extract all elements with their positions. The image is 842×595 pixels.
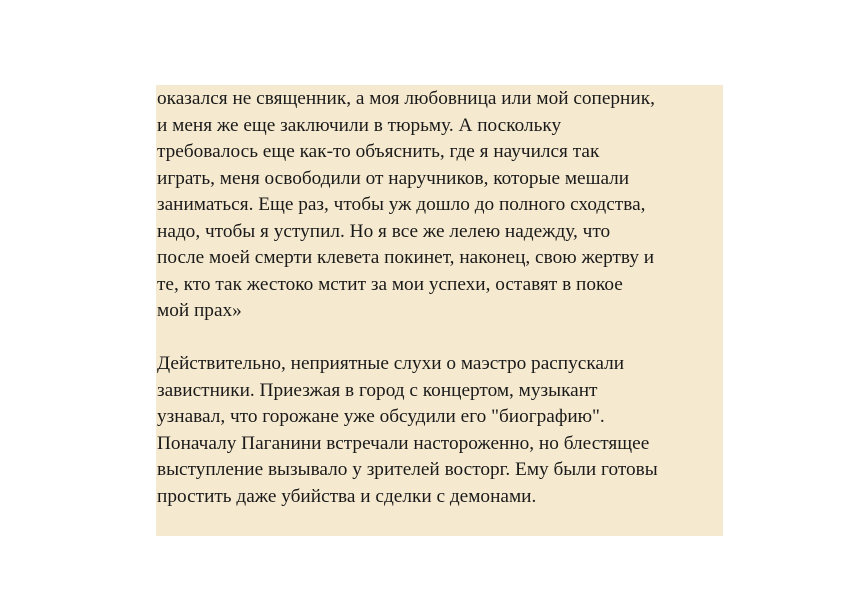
paragraph-quote-ending <box>157 86 723 325</box>
text-box <box>156 85 723 536</box>
text-line: узнавал, что горожане уже обсудили его "биографию". <box>157 406 605 427</box>
paragraph-rumors <box>157 351 723 510</box>
text-line: после моей смерти клевета покинет, наконец, свою жертву и <box>157 247 655 268</box>
text-line: те, кто так жестоко мстит за мои успехи, оставят в покое <box>157 273 623 295</box>
text-line: завистники. Приезжая в город с концертом, музыкант <box>157 379 598 401</box>
text-line: простить даже убийства и сделки с демонами. <box>157 485 537 507</box>
text-line: надо, чтобы я уступил. Но я все же лелею надежду, что <box>157 220 611 242</box>
text-line: выступление вызывало у зрителей восторг. Ему были готовы <box>157 459 658 480</box>
text-line: требовалось еще как-то объяснить, где я научился так <box>157 141 600 162</box>
text-line: заниматься. Еще раз, чтобы уж дошло до полного сходства, <box>157 194 646 215</box>
text-line: оказался не священник, а моя любовница или мой соперник, <box>157 88 655 109</box>
text-line: мой прах» <box>157 300 242 321</box>
text-line: играть, меня освободили от наручников, которые мешали <box>157 167 630 189</box>
text-line: Действительно, неприятные слухи о маэстро распускали <box>157 353 625 374</box>
text-line: Поначалу Паганини встречали настороженно, но блестящее <box>157 432 650 454</box>
text-line: и меня же еще заключили в тюрьму. А поскольку <box>157 114 562 136</box>
